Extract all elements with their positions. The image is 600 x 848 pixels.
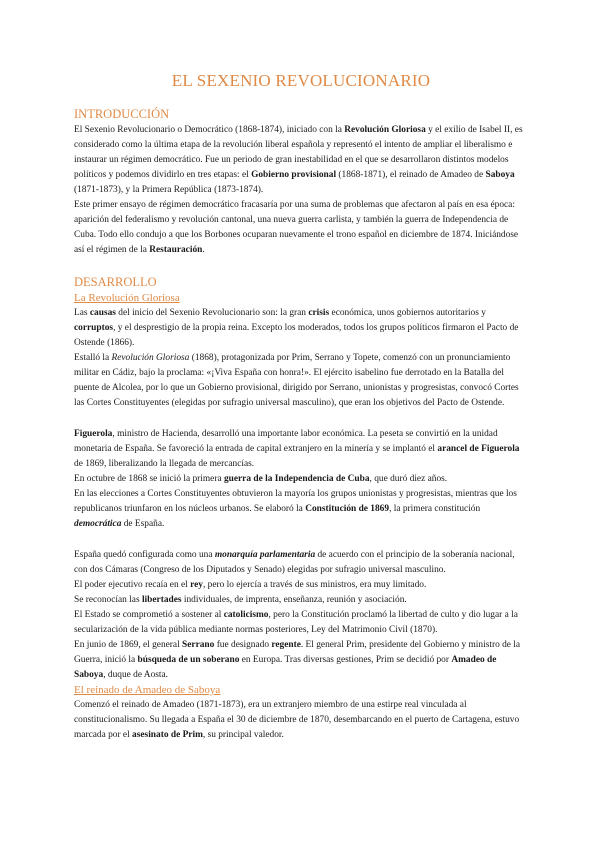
- text-run: de 1869, liberalizando la llegada de mercancías.: [74, 459, 255, 469]
- text-run: , pero la Constitución proclamó la libertad de culto y dio lugar a la secularización de la vida pública mediante normas posteriores, Ley del Matrimonio Civil (1870).: [74, 610, 518, 635]
- bold-text: búsqueda de un soberano: [137, 655, 240, 665]
- text-run: Estalló la: [74, 353, 112, 363]
- text-run: Se reconocían las: [74, 595, 142, 605]
- paragraph: [74, 487, 528, 532]
- bold-text: asesinato de Prim: [132, 730, 203, 740]
- text-run: , su principal valedor.: [202, 730, 284, 740]
- bold-text: catolicismo: [223, 610, 269, 620]
- text-run: de España.: [121, 519, 165, 529]
- bold-text: arancel de Figuerola: [437, 444, 520, 454]
- text-run: (1868), protagonizada por Prim, Serrano y Topete, comenzó con un pronunciamiento militar en Cádiz, bajo la proclama: «¡Viva España con honra!». El ejército isabelino fue derrotado en la Batalla del puente de Alcolea, por lo que un Gobierno provisional, dirigido por Serrano, unionistas y progresistas, convocó Cortes las Cortes Constituyentes (elegidas por sufragio universal masculino), que eran los objetivos del Pacto de Ostende.: [74, 353, 519, 408]
- text-run: . El general Prim, presidente del Gobierno y ministro de la Guerra, inició la: [74, 640, 521, 665]
- text-run: fue designado: [214, 640, 272, 650]
- subsection-heading-reinado-amadeo: El reinado de Amadeo de Saboya: [74, 684, 221, 696]
- bold-text: Serrano: [182, 640, 215, 650]
- paragraph: [74, 306, 528, 351]
- bold-text: Amadeo de Saboya: [74, 655, 497, 680]
- text-run: Las: [74, 308, 90, 318]
- text-run: , la primera constitución: [389, 504, 481, 514]
- text-run: en Europa. Tras diversas gestiones, Prim se decidió por: [239, 655, 452, 665]
- text-run: (1868-1871), el reinado de Amadeo de: [336, 170, 486, 180]
- bold-text: Constitución de 1869: [305, 504, 390, 514]
- bold-text: rey: [190, 580, 203, 590]
- bold-text: Figuerola: [74, 429, 113, 439]
- section-heading-introduccion: INTRODUCCIÓN: [74, 107, 170, 121]
- text-run: El poder ejecutivo recaía en el: [74, 580, 191, 590]
- bold-text: Revolución Gloriosa: [344, 125, 426, 135]
- subsection-heading-revolucion-gloriosa: La Revolución Gloriosa: [74, 292, 180, 304]
- text-run: (1871-1873), y la Primera República (1873-1874).: [74, 185, 264, 195]
- italic-text: Revolución Gloriosa: [111, 353, 190, 363]
- bold-text: monarquía parlamentaria: [214, 550, 316, 560]
- paragraph: [74, 198, 528, 258]
- bold-text: corruptos: [74, 323, 114, 333]
- text-run: España quedó configurada como una: [74, 550, 215, 560]
- bold-text: guerra de la Independencia de Cuba: [223, 474, 370, 484]
- text-run: .: [202, 245, 205, 255]
- paragraph: [74, 472, 528, 487]
- text-run: , pero lo ejercía a través de sus ministros, era muy limitado.: [202, 580, 427, 590]
- text-run: y el exilio de Isabel II, es considerado como la última etapa de la revolución liberal española y representó el intento de ampliar el liberalismo e instaurar un régimen democrático. Fue un periodo de gran inestabilidad en el que se desarrollaron distintos modelos políticos y podemos dividirlo en tres etapas: el: [74, 125, 523, 180]
- page-title: EL SEXENIO REVOLUCIONARIO: [171, 71, 431, 90]
- paragraph: [74, 608, 528, 638]
- text-run: , y el desprestigio de la propia reina. Excepto los moderados, todos los grupos políticos firmaron el Pacto de Ostende (1866).: [74, 323, 519, 348]
- paragraph: [74, 548, 528, 578]
- bold-text: Restauración: [149, 245, 203, 255]
- bold-text: libertades: [141, 595, 182, 605]
- paragraph: [74, 351, 528, 411]
- text-run: del inicio del Sexenio Revolucionario son: la gran: [115, 308, 309, 318]
- text-run: En las elecciones a Cortes Constituyentes obtuvieron la mayoría los grupos unionistas y progresistas, mientras que los republicanos triunfaron en los núcleos urbanos. Se elaboró la: [74, 489, 517, 514]
- bold-text: democrática: [74, 519, 122, 529]
- document-page: [74, 70, 528, 743]
- text-run: económica, unos gobiernos autoritarios y: [329, 308, 486, 318]
- paragraph: [74, 123, 528, 198]
- text-run: , ministro de Hacienda, desarrolló una importante labor económica. La peseta se convirtió en la unidad monetaria de España. Se favoreció la entrada de capital extranjero en la minería y se implantó el: [74, 429, 498, 454]
- bold-text: regente: [271, 640, 301, 650]
- paragraph: [74, 593, 528, 608]
- text-run: de acuerdo con el principio de la soberanía nacional, con dos Cámaras (Congreso de los Diputados y Senado) elegidas por sufragio universal masculino.: [74, 550, 515, 575]
- text-run: El Sexenio Revolucionario o Democrático (1868-1874), iniciado con la: [74, 125, 345, 135]
- bold-text: Saboya: [485, 170, 515, 180]
- paragraph: [74, 638, 528, 683]
- bold-text: Gobierno provisional: [251, 170, 337, 180]
- text-run: Este primer ensayo de régimen democrático fracasaría por una suma de problemas que afectaron al país en esa época: aparición del federalismo y revolución cantonal, una nueva guerra carlista, y también la guerra de Independencia de Cuba. Todo ello condujo a que los Borbones ocuparan nuevamente el trono español en diciembre de 1874. Iniciándose así el régimen de la: [74, 200, 519, 255]
- text-run: , que duró diez años.: [369, 474, 448, 484]
- text-run: En octubre de 1868 se inició la primera: [74, 474, 224, 484]
- text-run: individuales, de imprenta, enseñanza, reunión y asociación.: [181, 595, 407, 605]
- paragraph: [74, 578, 528, 593]
- text-run: , duque de Aosta.: [103, 670, 169, 680]
- text-run: El Estado se comprometió a sostener al: [74, 610, 224, 620]
- paragraph: [74, 698, 528, 743]
- paragraph: [74, 427, 528, 472]
- text-run: En junio de 1869, el general: [74, 640, 183, 650]
- section-heading-desarrollo: DESARROLLO: [74, 275, 157, 289]
- text-run: Comenzó el reinado de Amadeo (1871-1873), era un extranjero miembro de una estirpe real vinculada al constitucionalismo. Su llegada a España el 30 de diciembre de 1870, desembarcando en el puerto de Cartagena, estuvo marcada por el: [74, 700, 520, 740]
- bold-text: crisis: [308, 308, 330, 318]
- bold-text: causas: [89, 308, 116, 318]
